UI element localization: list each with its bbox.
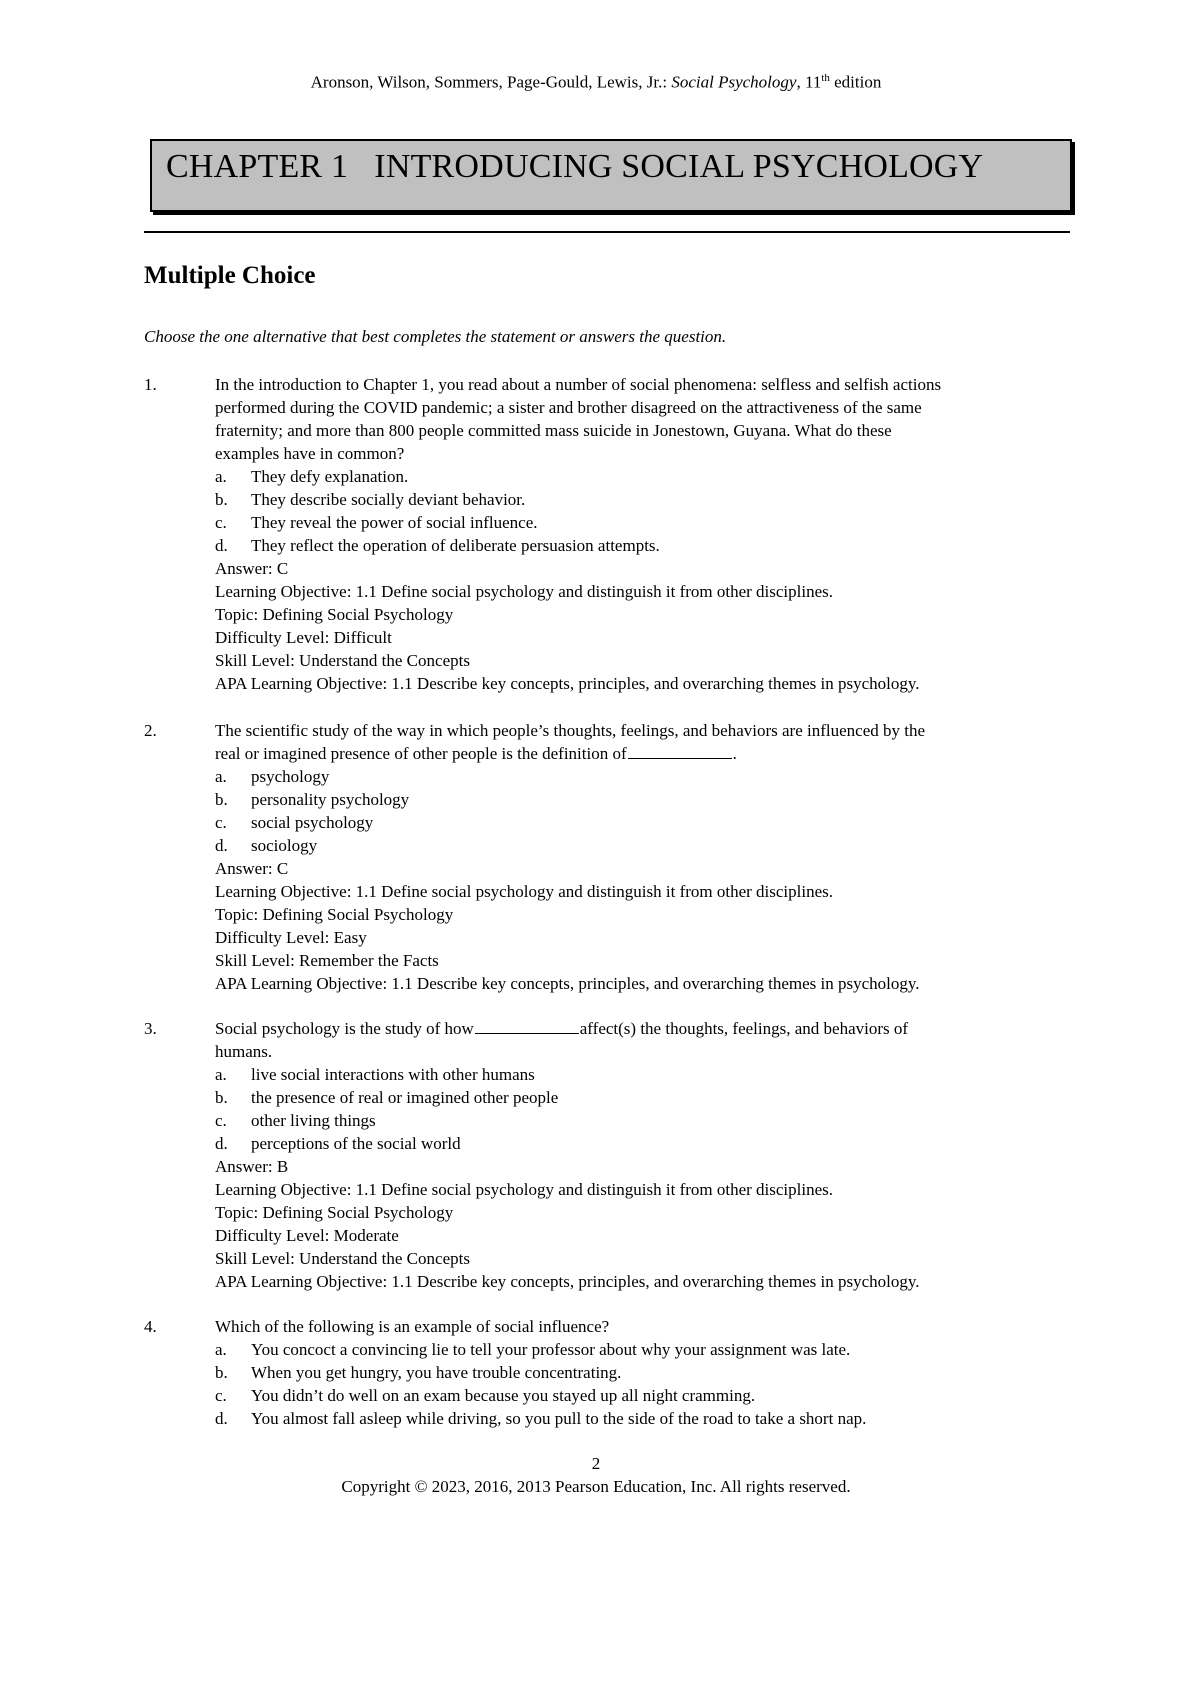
question-stem-line: [215, 742, 1075, 765]
learning-objective: Learning Objective: 1.1 Define social psychology and distinguish it from other disciplines.: [215, 582, 834, 601]
option-letter: a.: [215, 767, 227, 786]
option-text: perceptions of the social world: [251, 1134, 461, 1153]
answer-option-b: [215, 788, 1075, 811]
header-edition-suffix: th: [821, 72, 830, 84]
option-text: They describe socially deviant behavior.: [251, 490, 526, 509]
option-text: sociology: [251, 836, 318, 855]
answer-option-b: [215, 1361, 1075, 1384]
answer-option-b: [215, 488, 1075, 511]
apa-learning-objective: APA Learning Objective: 1.1 Describe key concepts, principles, and overarching themes in psychology.: [215, 674, 920, 693]
question-number: 2.: [144, 721, 157, 740]
answer-option-a: [215, 765, 1075, 788]
option-letter: d.: [215, 1134, 228, 1153]
option-text: You almost fall asleep while driving, so you pull to the side of the road to take a short nap.: [251, 1409, 867, 1428]
option-letter: c.: [215, 813, 227, 832]
answer-option-c: [215, 1109, 1075, 1132]
option-letter: b.: [215, 1088, 228, 1107]
option-letter: a.: [215, 467, 227, 486]
option-text: You concoct a convincing lie to tell your professor about why your assignment was late.: [251, 1340, 851, 1359]
header-edition-number: , 11: [796, 72, 822, 92]
question-stem-line: examples have in common?: [215, 444, 405, 463]
option-letter: a.: [215, 1340, 227, 1359]
fill-in-blank: [628, 742, 732, 759]
option-letter: d.: [215, 836, 228, 855]
difficulty-level: Difficulty Level: Moderate: [215, 1226, 399, 1245]
copyright-notice: Copyright © 2023, 2016, 2013 Pearson Education, Inc. All rights reserved.: [341, 1477, 851, 1496]
option-text: personality psychology: [251, 790, 410, 809]
answer-option-a: [215, 1338, 1075, 1361]
question-number: 1.: [144, 375, 157, 394]
skill-level: Skill Level: Understand the Concepts: [215, 651, 470, 670]
topic: Topic: Defining Social Psychology: [215, 905, 454, 924]
difficulty-level: Difficulty Level: Difficult: [215, 628, 392, 647]
apa-learning-objective: APA Learning Objective: 1.1 Describe key concepts, principles, and overarching themes in psychology.: [215, 974, 920, 993]
header-edition-word: edition: [829, 72, 882, 92]
skill-level: Skill Level: Remember the Facts: [215, 951, 439, 970]
apa-learning-objective: APA Learning Objective: 1.1 Describe key concepts, principles, and overarching themes in psychology.: [215, 1272, 920, 1291]
question-number: 3.: [144, 1019, 157, 1038]
option-text: When you get hungry, you have trouble concentrating.: [251, 1363, 622, 1382]
option-letter: b.: [215, 490, 228, 509]
answer-key: Answer: C: [215, 859, 289, 878]
question-number: 4.: [144, 1317, 157, 1336]
question-stem-line: performed during the COVID pandemic; a sister and brother disagreed on the attractiveness of the same: [215, 398, 922, 417]
chapter-title: CHAPTER 1 INTRODUCING SOCIAL PSYCHOLOGY: [166, 148, 984, 185]
option-letter: c.: [215, 513, 227, 532]
question-stem-line: [215, 1017, 1075, 1040]
question-body: [215, 1017, 1075, 1293]
stem-text: affect(s) the thoughts, feelings, and behaviors of: [579, 1019, 909, 1038]
stem-text: .: [732, 744, 737, 763]
option-text: live social interactions with other humans: [251, 1065, 535, 1084]
option-letter: c.: [215, 1386, 227, 1405]
option-text: other living things: [251, 1111, 376, 1130]
learning-objective: Learning Objective: 1.1 Define social psychology and distinguish it from other disciplines.: [215, 1180, 834, 1199]
section-heading: Multiple Choice: [144, 262, 316, 289]
running-header: [0, 68, 1192, 93]
question-stem-line: In the introduction to Chapter 1, you read about a number of social phenomena: selfless and selfish actions: [215, 375, 942, 394]
option-text: social psychology: [251, 813, 374, 832]
question-stem-line: humans.: [215, 1042, 273, 1061]
answer-key: Answer: C: [215, 559, 289, 578]
topic: Topic: Defining Social Psychology: [215, 1203, 454, 1222]
question-body: [215, 719, 1075, 995]
answer-key: Answer: B: [215, 1157, 289, 1176]
learning-objective: Learning Objective: 1.1 Define social psychology and distinguish it from other disciplines.: [215, 882, 834, 901]
answer-option-c: [215, 1384, 1075, 1407]
option-letter: d.: [215, 536, 228, 555]
answer-option-c: [215, 511, 1075, 534]
question-stem-line: The scientific study of the way in which people’s thoughts, feelings, and behaviors are influenced by the: [215, 721, 926, 740]
header-authors: Aronson, Wilson, Sommers, Page-Gould, Lewis, Jr.:: [310, 72, 672, 92]
option-letter: d.: [215, 1409, 228, 1428]
option-text: the presence of real or imagined other people: [251, 1088, 559, 1107]
answer-option-b: [215, 1086, 1075, 1109]
answer-option-d: [215, 534, 1075, 557]
answer-option-d: [215, 1132, 1075, 1155]
answer-option-d: [215, 834, 1075, 857]
difficulty-level: Difficulty Level: Easy: [215, 928, 367, 947]
question-stem-line: fraternity; and more than 800 people committed mass suicide in Jonestown, Guyana. What do these: [215, 421, 892, 440]
option-letter: a.: [215, 1065, 227, 1084]
page-number: 2: [591, 1454, 601, 1473]
question-stem-line: Which of the following is an example of social influence?: [215, 1317, 610, 1336]
stem-text: Social psychology is the study of how: [215, 1019, 474, 1038]
header-rule: [144, 231, 1070, 233]
page-footer: [0, 1452, 1192, 1498]
option-text: You didn’t do well on an exam because you stayed up all night cramming.: [251, 1386, 756, 1405]
chapter-title-box: [150, 139, 1072, 212]
question-body: [215, 1315, 1075, 1430]
topic: Topic: Defining Social Psychology: [215, 605, 454, 624]
instructions: Choose the one alternative that best completes the statement or answers the question.: [144, 327, 727, 346]
option-text: They reflect the operation of deliberate persuasion attempts.: [251, 536, 660, 555]
question-body: [215, 373, 1075, 695]
answer-option-d: [215, 1407, 1075, 1430]
option-letter: b.: [215, 790, 228, 809]
option-letter: b.: [215, 1363, 228, 1382]
header-book-title: Social Psychology: [671, 72, 797, 92]
option-letter: c.: [215, 1111, 227, 1130]
option-text: psychology: [251, 767, 330, 786]
fill-in-blank: [475, 1017, 579, 1034]
answer-option-a: [215, 1063, 1075, 1086]
option-text: They reveal the power of social influence.: [251, 513, 538, 532]
answer-option-a: [215, 465, 1075, 488]
answer-option-c: [215, 811, 1075, 834]
skill-level: Skill Level: Understand the Concepts: [215, 1249, 470, 1268]
option-text: They defy explanation.: [251, 467, 409, 486]
stem-text: real or imagined presence of other people is the definition of: [215, 744, 627, 763]
